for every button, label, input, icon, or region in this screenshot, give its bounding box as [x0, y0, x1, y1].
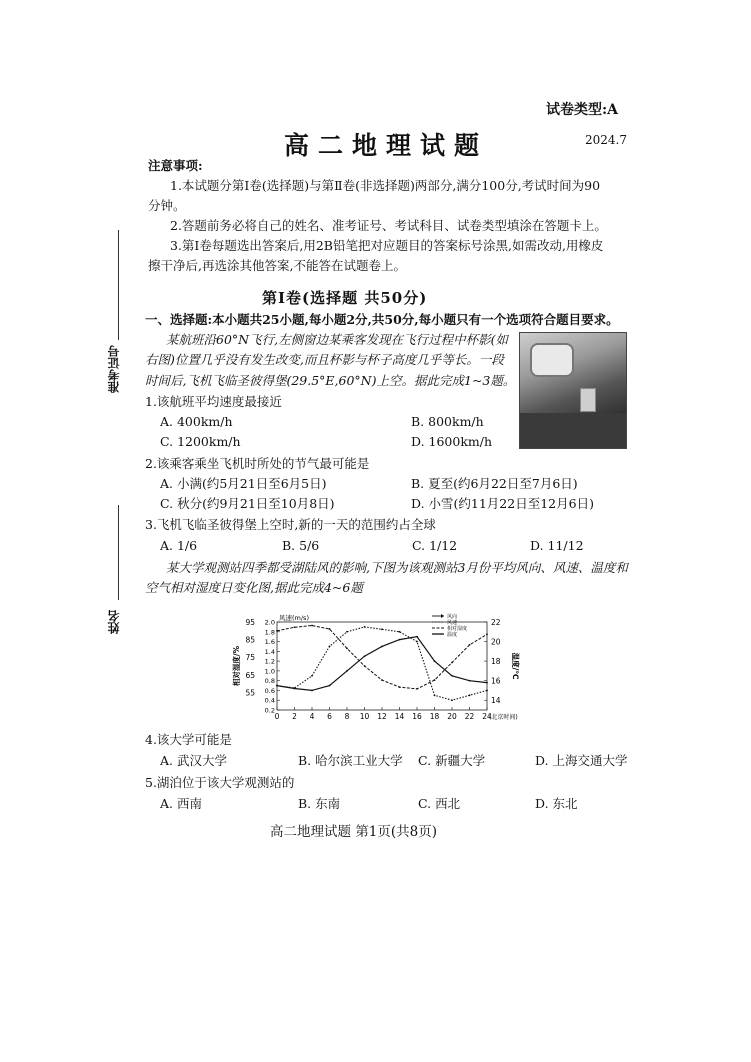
series-point-相对湿度 [416, 688, 418, 690]
speed-tick-label: 0.6 [264, 686, 275, 695]
question-1-option-c: C. 1200km/h [160, 434, 241, 449]
series-line-温度 [277, 637, 487, 691]
notice-item-3-cont: 擦干净后,再选涂其他答案,不能答在试题卷上。 [148, 258, 406, 273]
humidity-axis-label: 相对湿度/% [232, 645, 241, 687]
question-2-option-a: A. 小满(约5月21日至6月5日) [160, 476, 327, 491]
question-4-option-c: C. 新疆大学 [418, 753, 486, 768]
temp-tick-label: 16 [491, 676, 501, 686]
cup-shadow-photo [519, 332, 627, 449]
question-5-option-d: D. 东北 [535, 796, 578, 811]
x-axis-label: (北京时间) [489, 714, 518, 721]
series-point-相对湿度 [451, 662, 453, 664]
series-point-温度 [364, 655, 366, 657]
speed-tick-label: 0.4 [264, 696, 275, 705]
series-point-风速 [329, 646, 331, 648]
speed-tick-label: 2.0 [264, 618, 275, 627]
series-point-温度 [311, 690, 313, 692]
name-label: 姓名 [107, 610, 121, 634]
series-point-风速 [486, 690, 488, 692]
speed-tick-label: 0.2 [264, 706, 275, 715]
x-tick-label: 22 [464, 712, 475, 721]
x-tick-label: 16 [412, 712, 422, 721]
question-5-option-b: B. 东南 [298, 796, 341, 811]
question-3-option-b: B. 5/6 [282, 538, 320, 553]
series-point-风速 [364, 626, 366, 628]
x-tick-label: 8 [344, 712, 350, 721]
series-point-温度 [434, 660, 436, 662]
series-point-相对湿度 [364, 665, 366, 667]
humidity-tick-label: 95 [245, 618, 255, 627]
question-1-stem: 1.该航班平均速度最接近 [145, 394, 282, 409]
passage-1-line: 时间后,飞机飞临圣彼得堡(29.5°E,60°N)上空。据此完成1~3题。 [145, 373, 516, 388]
question-3-option-a: A. 1/6 [160, 538, 198, 553]
question-4-option-b: B. 哈尔滨工业大学 [298, 753, 403, 768]
x-tick-label: 20 [447, 712, 457, 721]
name-line [118, 505, 119, 600]
question-4-option-a: A. 武汉大学 [160, 753, 227, 768]
notice-item-1: 1.本试题分第Ⅰ卷(选择题)与第Ⅱ卷(非选择题)两部分,满分100分,考试时间为90 [170, 178, 601, 193]
passage-2-line: 空气相对湿度日变化图,据此完成4~6题 [145, 580, 363, 595]
notice-item-1-cont: 分钟。 [148, 198, 186, 213]
series-point-相对湿度 [346, 648, 348, 650]
x-tick-label: 12 [377, 712, 387, 721]
question-1-option-b: B. 800km/h [411, 414, 484, 429]
series-point-相对湿度 [399, 686, 401, 688]
humidity-tick-label: 85 [245, 635, 255, 645]
legend-label: 风向 [447, 614, 458, 620]
passage-1-line: 右图)位置几乎没有发生改变,而且杯影与杯子高度几乎等长。一段 [145, 352, 504, 367]
x-tick-label: 2 [292, 712, 297, 721]
series-point-温度 [329, 685, 331, 687]
series-point-相对湿度 [469, 644, 471, 646]
temp-tick-label: 14 [491, 696, 501, 706]
question-1-option-a: A. 400km/h [160, 414, 233, 429]
series-point-温度 [276, 685, 278, 687]
series-point-温度 [486, 682, 488, 684]
series-point-温度 [451, 675, 453, 677]
x-tick-label: 4 [309, 712, 315, 721]
question-4-option-d: D. 上海交通大学 [535, 753, 628, 768]
series-point-温度 [469, 680, 471, 682]
series-point-风速 [469, 694, 471, 696]
temp-tick-label: 20 [491, 637, 501, 647]
series-point-温度 [399, 639, 401, 641]
tray-table [520, 413, 626, 448]
series-point-相对湿度 [294, 626, 296, 628]
speed-tick-label: 0.8 [264, 677, 275, 686]
question-2-option-d: D. 小雪(约11月22日至12月6日) [411, 496, 594, 511]
page-title: 高二地理试题 [284, 131, 489, 160]
question-3-option-d: D. 11/12 [530, 538, 584, 553]
series-point-风速 [434, 694, 436, 696]
chart [217, 612, 547, 730]
speed-tick-label: 1.0 [264, 667, 275, 676]
series-point-相对湿度 [329, 628, 331, 630]
series-point-风速 [451, 699, 453, 701]
page-footer: 高二地理试题 第1页(共8页) [270, 824, 438, 840]
x-tick-label: 24 [482, 712, 492, 721]
speed-tick-label: 1.8 [264, 628, 275, 637]
question-2-option-c: C. 秋分(约9月21日至10月8日) [160, 496, 335, 511]
series-point-风速 [399, 631, 401, 633]
cup [580, 388, 596, 412]
humidity-tick-label: 55 [245, 688, 255, 698]
question-2-stem: 2.该乘客乘坐飞机时所处的节气最可能是 [145, 456, 370, 471]
x-tick-label: 14 [394, 712, 405, 721]
series-point-相对湿度 [434, 679, 436, 681]
section-title: 第Ⅰ卷(选择题 共50分) [262, 289, 428, 307]
notice-item-2: 2.答题前务必将自己的姓名、准考证号、考试科目、试卷类型填涂在答题卡上。 [170, 218, 607, 233]
humidity-tick-label: 75 [245, 653, 255, 663]
passage-2-line: 某大学观测站四季都受湖陆风的影响,下图为该观测站3月份平均风向、风速、温度和 [166, 560, 628, 575]
series-point-温度 [294, 688, 296, 690]
series-point-温度 [416, 636, 418, 638]
passage-1-line: 某航班沿60°N飞行,左侧窗边某乘客发现在飞行过程中杯影(如 [166, 332, 508, 347]
series-point-相对湿度 [311, 625, 313, 627]
series-point-风速 [346, 631, 348, 633]
legend-label: 风速 [447, 620, 458, 626]
series-point-相对湿度 [486, 633, 488, 635]
series-point-温度 [346, 670, 348, 672]
exam-id-line [118, 230, 119, 340]
speed-tick-label: 1.4 [264, 647, 275, 656]
speed-tick-label: 1.6 [264, 638, 275, 647]
question-3-stem: 3.飞机飞临圣彼得堡上空时,新的一天的范围约占全球 [145, 517, 436, 532]
airplane-window [530, 343, 574, 377]
question-5-stem: 5.湖泊位于该大学观测站的 [145, 775, 295, 790]
paper-type: 试卷类型:A [546, 102, 619, 118]
exam-date: 2024.7 [585, 133, 627, 147]
x-tick-label: 6 [327, 712, 332, 721]
series-point-相对湿度 [276, 630, 278, 632]
series-point-风速 [311, 675, 313, 677]
series-point-风速 [416, 641, 418, 643]
notice-heading: 注意事项: [148, 158, 203, 173]
series-point-温度 [381, 646, 383, 648]
series-point-相对湿度 [381, 679, 383, 681]
x-tick-label: 0 [274, 712, 280, 721]
notice-item-3: 3.第Ⅰ卷每题选出答案后,用2B铅笔把对应题目的答案标号涂黑,如需改动,用橡皮 [170, 238, 604, 253]
temp-axis-label: 温度/℃ [511, 652, 520, 680]
speed-tick-label: 1.2 [264, 657, 275, 666]
series-point-风速 [381, 628, 383, 630]
question-5-option-c: C. 西北 [418, 796, 461, 811]
speed-axis-label: 风速(m/s) [279, 614, 309, 622]
exam-id-label: 准考证号 [107, 345, 121, 393]
question-2-option-b: B. 夏至(约6月22日至7月6日) [411, 476, 578, 491]
question-5-option-a: A. 西南 [160, 796, 202, 811]
x-tick-label: 10 [359, 712, 370, 721]
section-instruction: 一、选择题:本小题共25小题,每小题2分,共50分,每小题只有一个选项符合题目要求。 [145, 312, 619, 327]
humidity-tick-label: 65 [245, 670, 255, 680]
question-1-option-d: D. 1600km/h [411, 434, 493, 449]
temp-tick-label: 22 [491, 618, 501, 627]
legend-label: 相对湿度 [447, 626, 468, 632]
legend-label: 温度 [447, 632, 458, 638]
legend-arrow-icon [441, 614, 444, 618]
question-4-stem: 4.该大学可能是 [145, 732, 232, 747]
question-3-option-c: C. 1/12 [412, 538, 458, 553]
temp-tick-label: 18 [491, 657, 501, 667]
x-tick-label: 18 [429, 712, 440, 721]
